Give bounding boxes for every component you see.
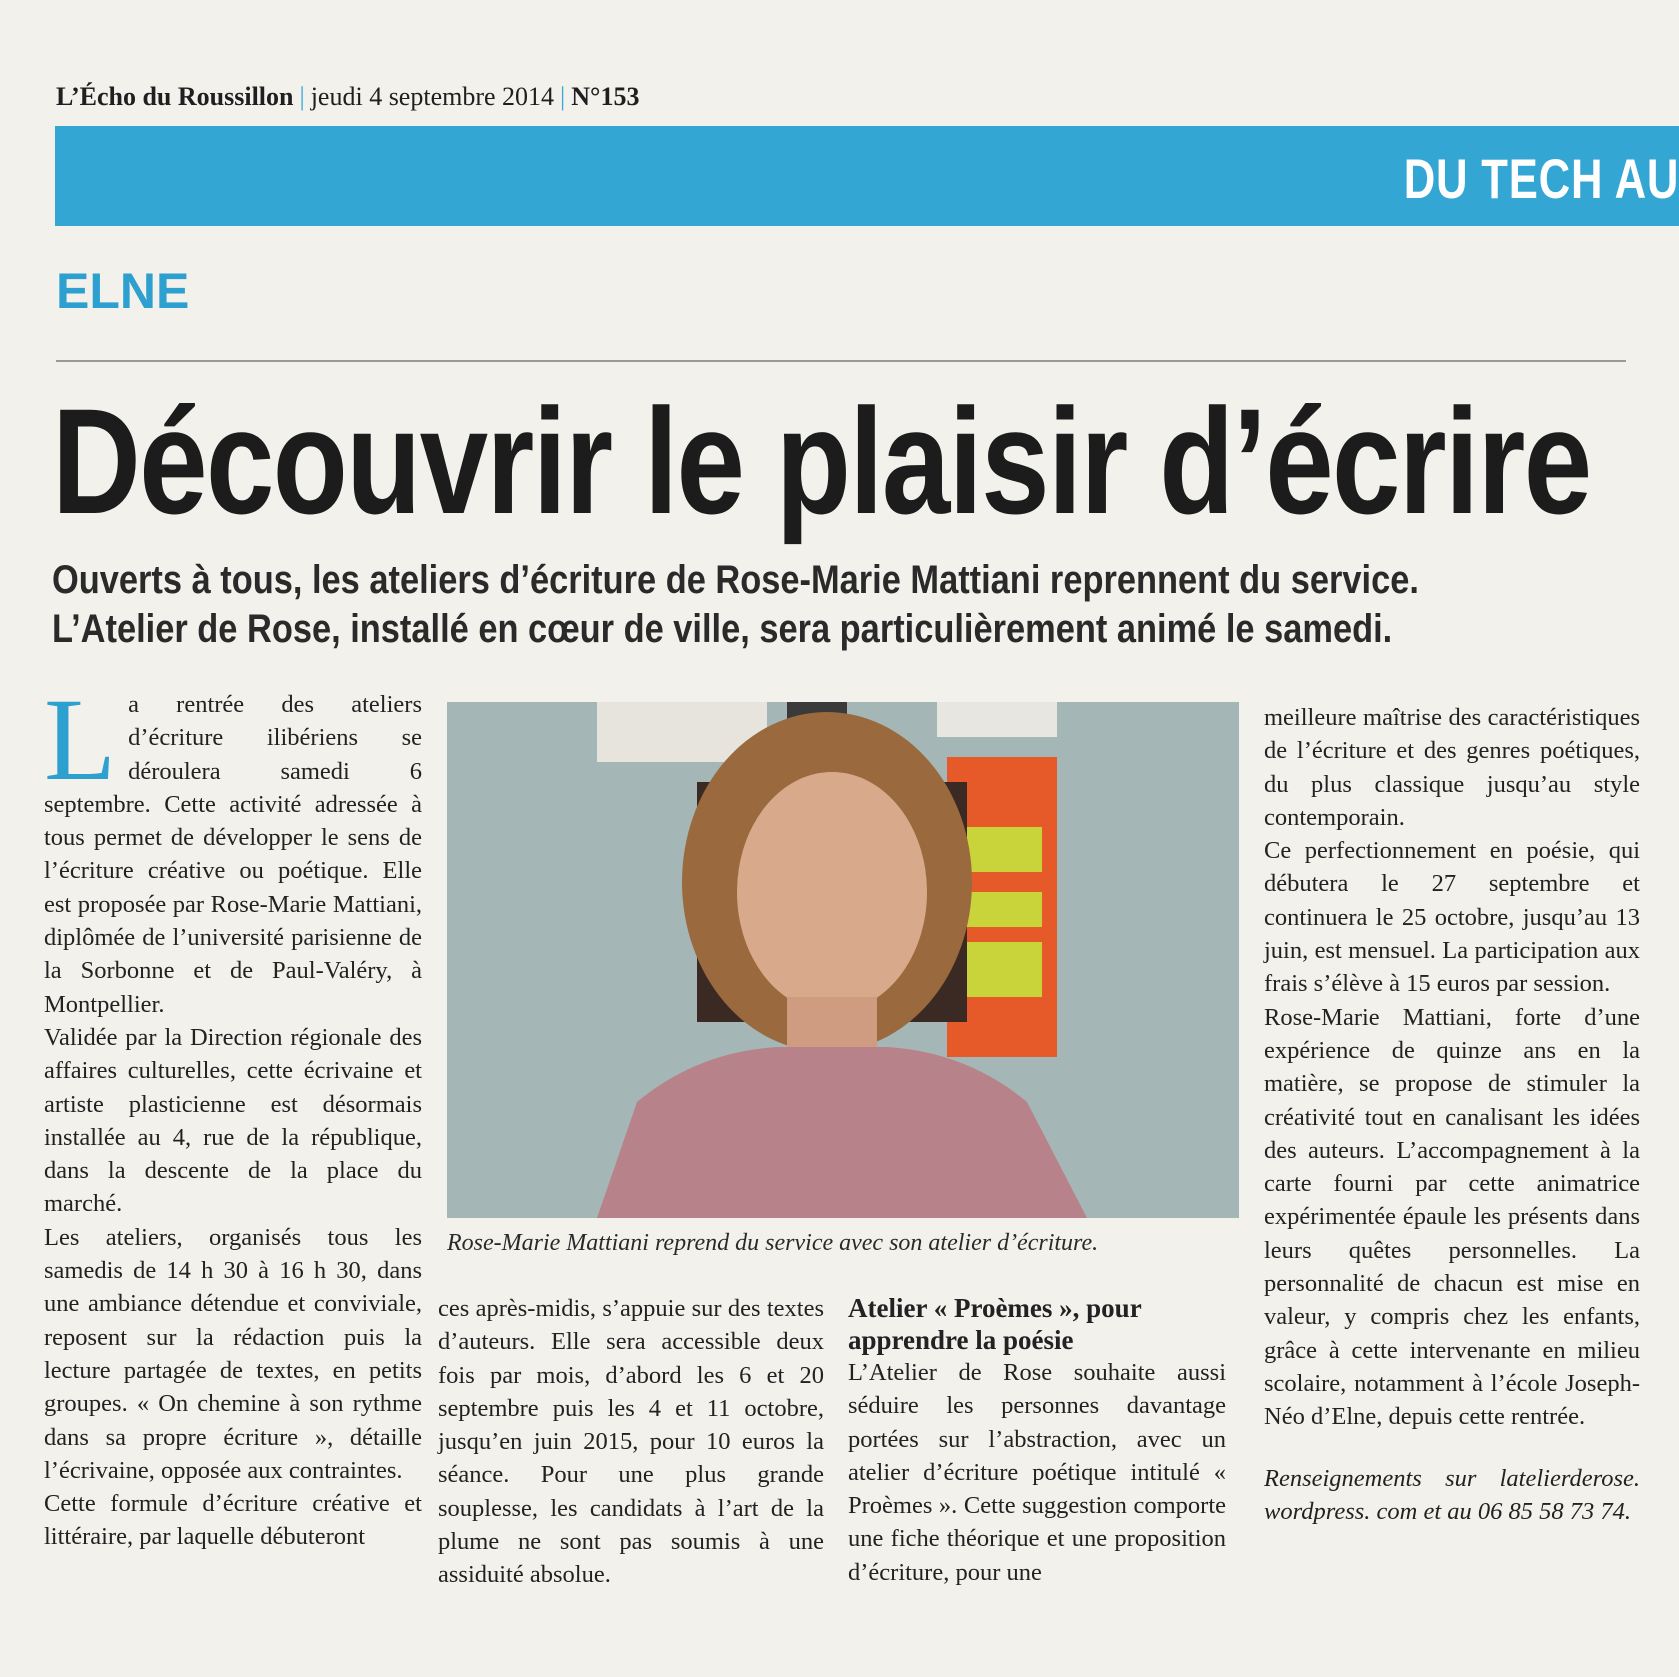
subhead-line-2: L’Atelier de Rose, installé en cœur de ville, sera particulièrement animé le samedi.	[52, 607, 1393, 651]
subsection-title: Atelier « Proèmes », pour apprendre la poésie	[848, 1293, 1142, 1355]
issue-date: jeudi 4 septembre 2014	[310, 82, 555, 111]
contact-info: Renseignements sur latelierderose. wordpress. com et au 06 85 58 73 74.	[1264, 1464, 1640, 1525]
subheadline	[52, 556, 1419, 654]
article-photo	[447, 702, 1239, 1218]
paragraph: Cette formule d’écriture créative et littéraire, par laquelle débuteront	[44, 1490, 422, 1551]
article-column-2	[438, 1292, 824, 1592]
paragraph: Les ateliers, organisés tous les samedis de 14 h 30 à 16 h 30, dans une ambiance détendue et conviviale, reposent sur la rédaction puis la lecture partagée de textes, en petits groupes. « On chemine à son rythme dans sa propre écriture », détaille l’écrivaine, opposée aux contraintes.	[44, 1223, 422, 1484]
section-band	[55, 126, 1679, 226]
section-label: ELNE	[56, 263, 190, 319]
article-column-1	[44, 674, 422, 1554]
paragraph: Rose-Marie Mattiani, forte d’une expérience de quinze ans en la matière, se propose de stimuler la créativité tout en canalisant les idées des auteurs. L’accompagnement à la carte fourni par cette animatrice expérimentée épaule les présents dans leurs quêtes personnelles. La personnalité de chacun est mise en valeur, y compris chez les enfants, grâce à cette intervenante en milieu scolaire, notamment à l’école Joseph-Néo d’Elne, depuis cette rentrée.	[1264, 1003, 1640, 1431]
portrait-illustration	[447, 702, 1239, 1218]
article-column-4	[1264, 701, 1640, 1528]
headline: Découvrir le plaisir d’écrire	[52, 377, 1591, 545]
paragraph: Validée par la Direction régionale des affaires culturelles, cette écrivaine et artiste plasticienne est désormais installée au 4, rue de la république, dans la descente de la place du marché.	[44, 1023, 422, 1218]
paragraph: L’Atelier de Rose souhaite aussi séduire les personnes davantage portées sur l’abstraction, avec un atelier d’écriture poétique intitulé « Proèmes ». Cette suggestion comporte une fiche théorique et une proposition d’écriture, pour une	[848, 1359, 1226, 1586]
paragraph: Ce perfectionnement en poésie, qui débutera le 27 septembre et continuera le 25 octobre, jusqu’au 13 juin, est mensuel. La participation aux frais s’élève à 15 euros par session.	[1264, 837, 1640, 998]
subhead-line-1: Ouverts à tous, les ateliers d’écriture de Rose-Marie Mattiani reprennent du service.	[52, 558, 1419, 602]
photo-caption: Rose-Marie Mattiani reprend du service avec son atelier d’écriture.	[447, 1230, 1099, 1256]
paragraph: ces après-midis, s’appuie sur des textes d’auteurs. Elle sera accessible deux fois par mois, d’abord les 6 et 20 septembre puis les 4 et 11 octobre, jusqu’en juin 2015, pour 10 euros la séance. Pour une plus grande souplesse, les candidats à l’art de la plume ne sont pas soumis à une assiduité absolue.	[438, 1295, 824, 1589]
divider	[56, 360, 1626, 362]
newspaper-name: L’Écho du Roussillon	[56, 82, 294, 111]
article-column-3	[848, 1292, 1226, 1589]
paragraph: meilleure maîtrise des caractéristiques de l’écriture et des genres poétiques, du plus classique jusqu’au style contemporain.	[1264, 704, 1640, 831]
band-title: DU TECH AU	[1403, 147, 1679, 210]
drop-cap: L	[44, 674, 117, 805]
masthead: L’Écho du Roussillon | jeudi 4 septembre 2014 | N°153	[56, 82, 640, 111]
issue-number: N°153	[571, 82, 640, 111]
paragraph: a rentrée des ateliers d’écriture ilibériens se déroulera samedi 6 septembre. Cette activité adressée à tous permet de développer le sens de l’écriture créative ou poétique. Elle est proposée par Rose-Marie Mattiani, diplômée de l’université parisienne de la Sorbonne et de Paul-Valéry, à Montpellier.	[44, 691, 422, 1018]
